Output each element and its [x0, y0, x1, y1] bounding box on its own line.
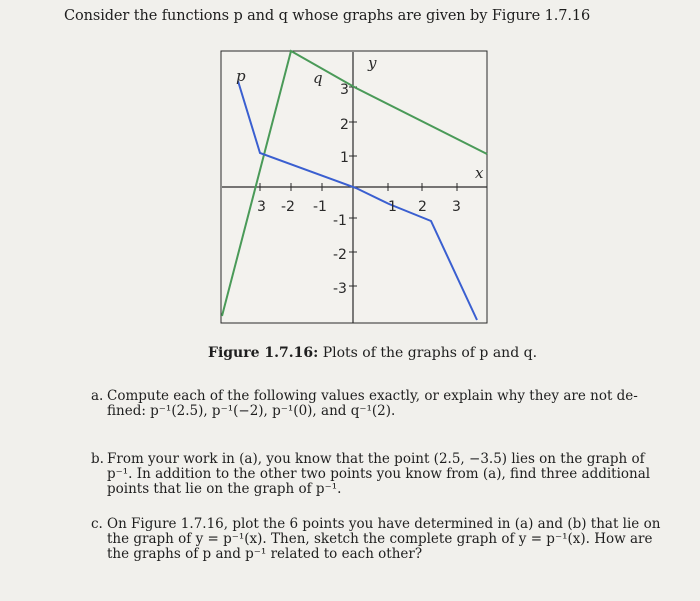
y-tick-label: -2 — [333, 247, 347, 263]
q-label: q — [313, 69, 323, 87]
p-label: p — [236, 67, 246, 85]
question-line: the graphs of p and p⁻¹ related to each other? — [107, 546, 423, 562]
question-line: On Figure 1.7.16, plot the 6 points you have determined in (a) and (b) that lie on — [107, 516, 661, 532]
y-tick-label: 3 — [340, 82, 349, 98]
question-line: the graph of y = p⁻¹(x). Then, sketch the complete graph of y = p⁻¹(x). How are — [107, 531, 653, 547]
figure — [216, 48, 506, 333]
y-tick-label: -1 — [333, 213, 347, 229]
y-tick-label: 1 — [340, 150, 349, 166]
question-line: fined: p⁻¹(2.5), p⁻¹(−2), p⁻¹(0), and q⁻¹(2). — [107, 403, 396, 419]
x-tick-label: 3 — [257, 199, 266, 215]
x-tick-label: -2 — [281, 199, 295, 215]
question-a — [91, 388, 638, 419]
question-b — [91, 451, 651, 497]
x-axis-label: x — [475, 164, 484, 182]
question-label: a. — [91, 388, 104, 404]
x-tick-label: 2 — [418, 199, 427, 215]
question-line: p⁻¹. In addition to the other two points you know from (a), find three additional — [107, 466, 651, 482]
x-tick-label: -1 — [313, 199, 327, 215]
caption-text: Plots of the graphs of p and q. — [322, 345, 538, 361]
x-tick-label: 1 — [388, 199, 397, 215]
x-tick-label: 3 — [452, 199, 461, 215]
y-tick-label: 2 — [340, 117, 349, 133]
question-c — [91, 516, 661, 562]
question-label: b. — [91, 451, 104, 467]
graph-plot — [216, 48, 506, 333]
question-label: c. — [91, 516, 103, 532]
y-axis-label: y — [368, 54, 377, 72]
question-line: points that lie on the graph of p⁻¹. — [107, 481, 342, 497]
question-line: Compute each of the following values exactly, or explain why they are not de- — [107, 388, 638, 404]
question-line: From your work in (a), you know that the point (2.5, −3.5) lies on the graph of — [107, 451, 645, 467]
caption-label: Figure 1.7.16: — [208, 345, 319, 361]
figure-caption — [208, 345, 537, 361]
intro-text: Consider the functions p and q whose graphs are given by Figure 1.7.16 — [64, 8, 591, 24]
y-tick-label: -3 — [333, 281, 347, 297]
